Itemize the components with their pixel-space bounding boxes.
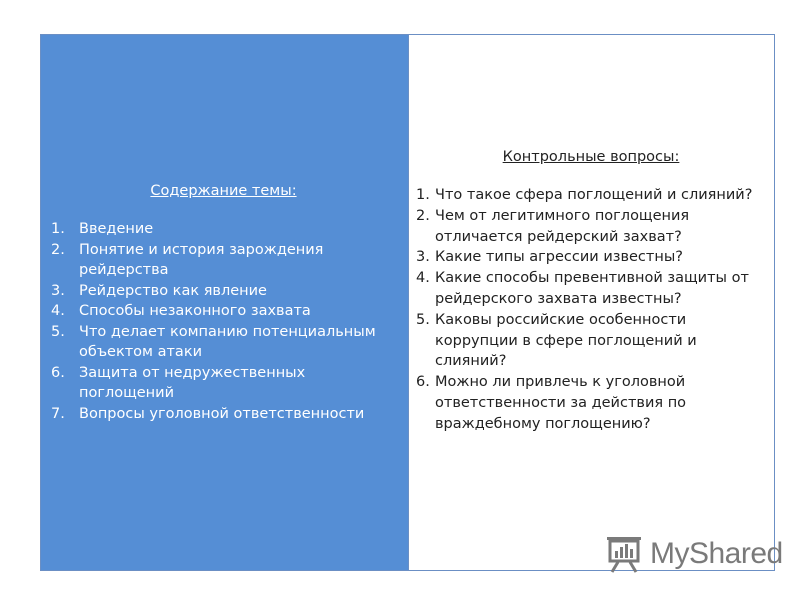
item-text: Защита от недружественных поглощений — [79, 364, 306, 401]
questions-panel — [408, 35, 774, 570]
item-text: Какие способы превентивной защиты от рейдерского захвата известны? — [435, 270, 749, 307]
item-text: Рейдерство как явление — [79, 282, 267, 299]
list-item — [51, 219, 396, 240]
questions-heading: Контрольные вопросы: — [502, 149, 680, 165]
item-number: 3. — [51, 282, 65, 299]
item-text: Можно ли привлечь к уголовной ответственности за действия по враждебному поглощению? — [435, 374, 687, 432]
list-item — [51, 301, 396, 322]
list-item — [416, 310, 766, 372]
list-item — [416, 268, 766, 310]
contents-list — [51, 219, 396, 424]
item-text: Введение — [79, 221, 154, 237]
watermark-text: MyShared — [650, 537, 783, 570]
item-number: 3. — [416, 249, 430, 266]
item-text: Каковы российские особенности коррупции в сфере поглощений и слияний? — [435, 311, 697, 370]
item-number: 4. — [51, 303, 65, 319]
list-item — [51, 281, 396, 302]
contents-panel — [41, 35, 408, 570]
item-text: Какие типы агрессии известны? — [435, 249, 683, 266]
slide — [40, 34, 775, 571]
contents-heading: Содержание темы: — [150, 183, 297, 199]
list-item — [416, 247, 766, 268]
list-item — [51, 240, 396, 281]
item-number: 6. — [51, 364, 65, 381]
item-number: 6. — [416, 374, 430, 391]
item-number: 4. — [416, 270, 430, 287]
item-text: Что такое сфера поглощений и слияний? — [435, 187, 753, 203]
item-number: 5. — [416, 311, 430, 328]
questions-list — [416, 185, 766, 435]
item-number: 1. — [51, 221, 65, 237]
presentation-board-icon — [604, 535, 644, 573]
item-number: 1. — [416, 187, 430, 203]
list-item — [416, 372, 766, 434]
list-item — [51, 363, 396, 404]
item-text: Что делает компанию потенциальным объектом атаки — [79, 323, 376, 360]
item-text: Способы незаконного захвата — [79, 303, 311, 319]
item-number: 2. — [416, 207, 430, 224]
item-text: Понятие и история зарождения рейдерства — [79, 241, 324, 278]
list-item — [51, 404, 396, 425]
item-text: Вопросы уголовной ответственности — [79, 405, 365, 422]
item-number: 2. — [51, 241, 65, 258]
item-text: Чем от легитимного поглощения отличается рейдерский захват? — [435, 207, 690, 245]
list-item — [416, 185, 766, 206]
item-number: 7. — [51, 405, 65, 422]
item-number: 5. — [51, 323, 65, 340]
list-item — [416, 206, 766, 248]
list-item — [51, 322, 396, 363]
myshared-watermark — [604, 534, 783, 574]
